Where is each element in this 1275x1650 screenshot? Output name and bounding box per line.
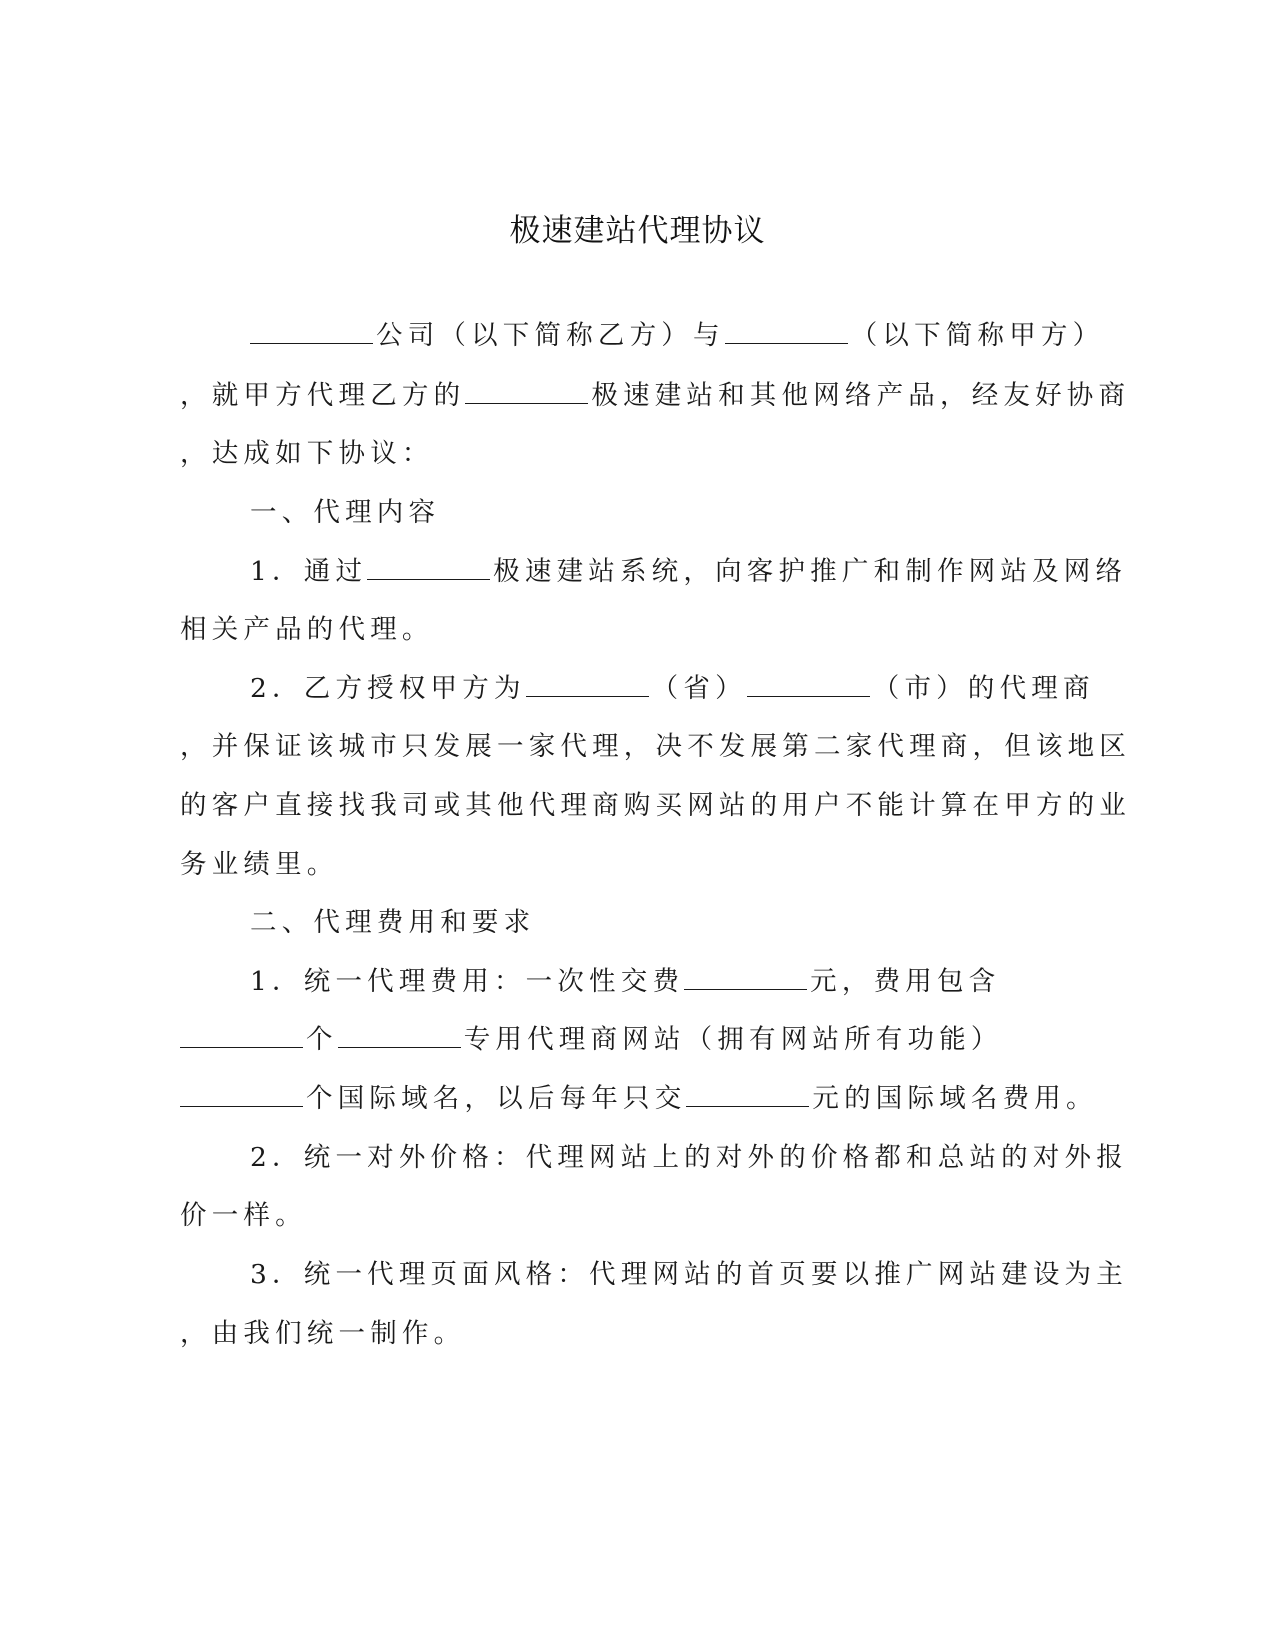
text-line — [250, 1142, 1128, 1174]
text-segment: 1．统一代理费用：一次性交费 — [250, 966, 685, 997]
text-segment: 2．乙方授权甲方为 — [250, 673, 526, 704]
text-segment: 二、代理费用和要求 — [250, 907, 536, 938]
text-segment: 价一样。 — [180, 1200, 307, 1231]
text-segment: （省） — [651, 673, 747, 704]
text-segment: ，并保证该城市只发展一家代理，决不发展第二家代理商，但该地区 — [180, 731, 1131, 762]
text-line — [180, 731, 1131, 763]
text-line — [250, 320, 1104, 352]
fill-in-blank[interactable] — [725, 321, 848, 344]
text-line — [180, 790, 1131, 822]
text-line — [250, 497, 440, 529]
text-line — [250, 1259, 1128, 1291]
text-segment: 2．统一对外价格：代理网站上的对外的价格都和总站的对外报 — [250, 1142, 1128, 1173]
text-segment: 一、代理内容 — [250, 497, 441, 528]
text-line — [180, 438, 434, 470]
text-segment: 个 — [306, 1024, 338, 1055]
text-segment: 极速建站和其他网络产品，经友好协商 — [591, 380, 1131, 411]
text-segment: 个国际域名，以后每年只交 — [306, 1083, 687, 1114]
text-line — [180, 614, 434, 646]
fill-in-blank[interactable] — [367, 557, 490, 580]
text-segment: 公司（以下简称乙方）与 — [376, 320, 725, 351]
text-line — [250, 966, 1000, 998]
text-segment: 极速建站系统，向客护推广和制作网站及网络 — [493, 556, 1128, 587]
text-segment: 1．通过 — [250, 556, 368, 587]
text-segment: （市）的代理商 — [872, 673, 1095, 704]
text-segment: 专用代理商网站（拥有网站所有功能） — [463, 1024, 1003, 1055]
text-line — [250, 556, 1127, 588]
fill-in-blank[interactable] — [250, 321, 373, 344]
text-segment: ，达成如下协议： — [180, 438, 434, 469]
text-line — [180, 849, 339, 881]
text-segment: （以下简称甲方） — [850, 320, 1105, 351]
text-segment: 3．统一代理页面风格：代理网站的首页要以推广网站建设为主 — [250, 1259, 1128, 1290]
fill-in-blank[interactable] — [686, 1084, 809, 1107]
text-segment: 元的国际域名费用。 — [812, 1083, 1098, 1114]
document-title: 极速建站代理协议 — [509, 213, 766, 249]
fill-in-blank[interactable] — [526, 674, 649, 697]
text-line — [250, 907, 535, 939]
text-line — [250, 673, 1095, 705]
fill-in-blank[interactable] — [747, 674, 870, 697]
text-line — [180, 1024, 1003, 1056]
fill-in-blank[interactable] — [684, 967, 807, 990]
text-segment: ，由我们统一制作。 — [180, 1318, 466, 1349]
fill-in-blank[interactable] — [465, 381, 588, 404]
text-segment: 的客户直接找我司或其他代理商购买网站的用户不能计算在甲方的业 — [180, 790, 1131, 821]
text-segment: 元，费用包含 — [810, 966, 1001, 997]
text-line — [180, 1318, 465, 1350]
text-segment: ，就甲方代理乙方的 — [180, 380, 466, 411]
fill-in-blank[interactable] — [180, 1025, 303, 1048]
fill-in-blank[interactable] — [180, 1084, 303, 1107]
text-line — [180, 1083, 1098, 1115]
text-segment: 务业绩里。 — [180, 849, 339, 880]
text-line — [180, 1200, 307, 1232]
text-segment: 相关产品的代理。 — [180, 614, 434, 645]
text-line — [180, 380, 1130, 412]
fill-in-blank[interactable] — [338, 1025, 461, 1048]
